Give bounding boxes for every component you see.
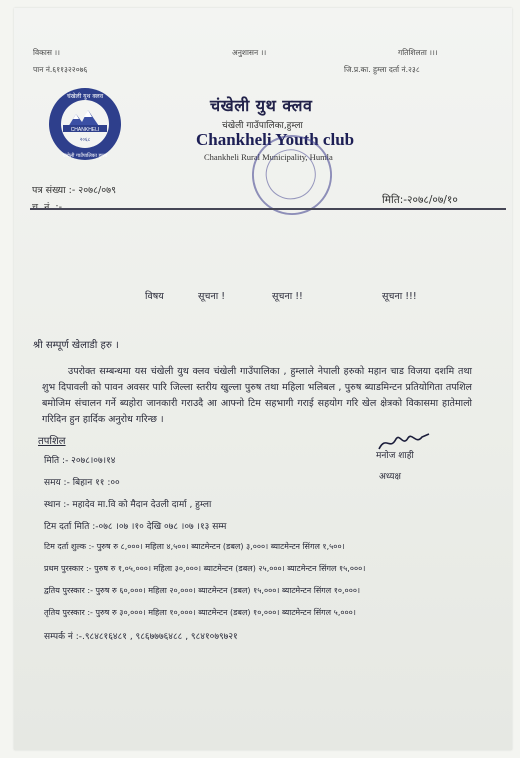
subject-label: विषय: [145, 291, 164, 302]
contact-numbers: सम्पर्क नं :-.९८४८१६४८१ , ९८६७७७६४८८ , ९८४१०७९७२१: [44, 632, 238, 642]
logo-ring-text: चंखेली युथ क्लव: [66, 93, 104, 100]
org-address-nepali: चंखेली गाउँपालिका,हुम्ला: [222, 121, 303, 131]
event-date: मिति :- २०७८।०७।१४: [44, 456, 116, 466]
event-place: स्थान :- महादेव मा.वि को मैदान देउली दार्मा , हुम्ला: [44, 500, 212, 510]
club-logo: [48, 86, 122, 162]
registration-fee: टिम दर्ता शुल्क :- पुरुष रु ८,०००। महिला ४,५००। ब्याटमेन्टन (डबल) ३,०००। ब्याटमेन्टन सिंगल १,५००।: [44, 542, 345, 551]
notice-paragraph: उपरोक्त सम्बन्धमा यस चंखेली युथ क्लव चंखेली गाउँपालिका , हुम्लाले नेपाली हरुको महान चाड विजया दशमि तथा शुभ दिपावली को पावन अवसर पारि जिल्ला स्तरीय खुल्ला पुरुष तथा महिला भलिबल , पुरुष ब्याडमिन्टन प्रतियोगिता तपशिल बमोजिम संचालन गर्ने ब्यहोरा जानकारी गराउदै आ आफ्नो टिम सहभागी गराई सहयोग गरि खेल क्षेत्रको विकासमा हातेमालो गरिदिन हुन हार्दिक अनुरोध गरिन्छ ।: [42, 366, 472, 425]
motto-center: अनुशासन ।।: [232, 48, 267, 57]
second-prize: द्वतिय पुरस्कार :- पुरुष रु ६०,०००। महिला २०,०००। ब्याटमेन्टन (डबल) १५,०००। ब्याटमेन्टन सिंगल १०,०००।: [44, 586, 361, 595]
header-divider: [30, 208, 506, 210]
logo-bottom-text: चंखेली गाउँपालिका हुम्ला: [62, 153, 108, 159]
third-prize: तृतिय पुरस्कार :- पुरुष रु ३०,०००। महिला १०,०००। ब्याटमेन्टन (डबल) १०,०००। ब्याटमेन्टन सिंगल ५,०००।: [44, 608, 356, 617]
event-time: समय :- बिहान ११ :००: [44, 478, 120, 488]
details-heading: तपशिल: [38, 436, 66, 447]
first-prize: प्रथम पुरस्कार :- पुरुष रु १,०५,०००। महिला ३०,०००। ब्याटमेन्टन (डबल) २५,०००। ब्याटमेन्टन सिंगल १५,०००।: [44, 564, 366, 573]
signatory-title: अध्यक्ष: [379, 472, 401, 482]
subject-notice-1: सूचना !: [198, 291, 226, 302]
org-address-english: Chankheli Rural Municipality, Humla: [204, 152, 333, 162]
letter-date: मिति:-२०७८/०७/१०: [382, 194, 458, 206]
logo-ribbon-text: CHANKHELI: [70, 127, 100, 133]
motto-right: गतिशिलता ।।।: [398, 48, 438, 57]
signatory-name: मनोज शाही: [376, 451, 414, 461]
logo-year: २०६८: [79, 137, 91, 143]
motto-left: विकास ।।: [33, 48, 60, 57]
pan-number: पान नं.६११३२२०७६: [33, 65, 88, 74]
org-name-english: Chankheli Youth club: [196, 130, 355, 149]
registration-number: जि.प्र.का. हुम्ला दर्ता नं.२३८: [344, 65, 420, 74]
org-name-nepali: चंखेली युथ क्लव: [210, 96, 313, 115]
dispatch-number: [32, 200, 62, 213]
subject-notice-2: सूचना !!: [272, 291, 303, 302]
addressee: श्री सम्पूर्ण खेलाडी हरु ।: [33, 340, 119, 351]
letter-number: पत्र संख्या :- २०७८/०७९: [32, 185, 117, 196]
subject-notice-3: सूचना !!!: [382, 291, 417, 302]
registration-date: टिम दर्ता मिति :-०७८ ।०७ ।१० देखि ०७८ ।०७ ।१३ सम्म: [44, 522, 227, 532]
